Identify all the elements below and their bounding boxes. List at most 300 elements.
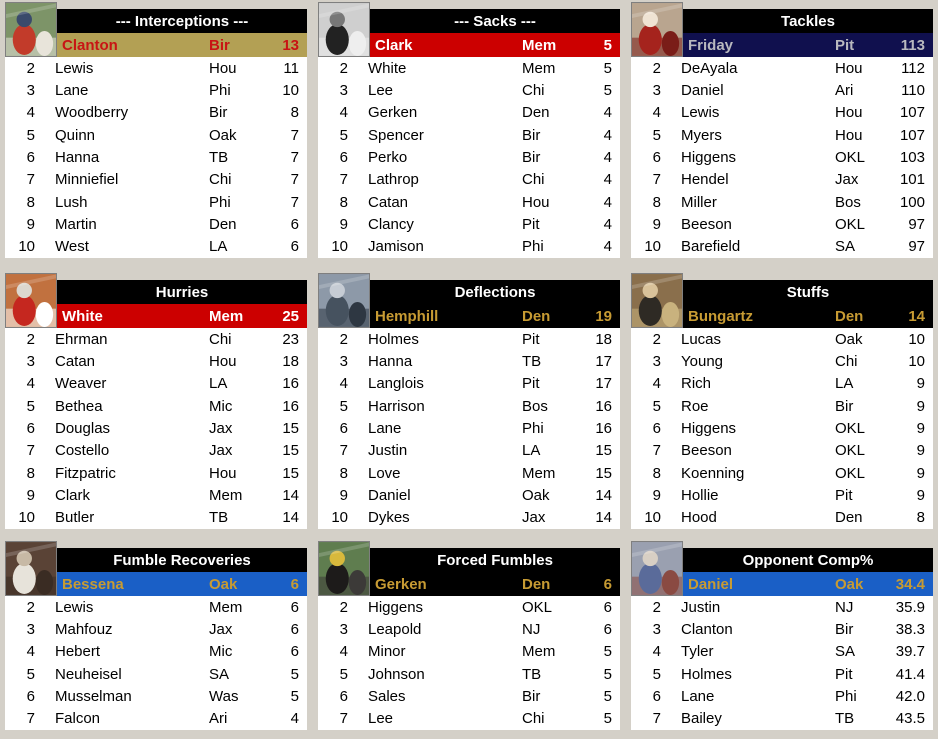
rank-number: 4 (26, 643, 35, 661)
stat-value: 4 (603, 238, 612, 256)
table-row (631, 213, 933, 235)
rank-number: 8 (26, 193, 35, 211)
team-abbr: Chi (835, 353, 858, 371)
stat-value: 103 (899, 149, 925, 167)
table-row (318, 328, 620, 350)
table-row (5, 596, 307, 618)
stat-value: 10 (282, 82, 299, 100)
table-row (318, 507, 620, 529)
stat-value: 4 (603, 104, 612, 122)
table-row (318, 440, 620, 462)
team-abbr: Mem (522, 59, 556, 77)
table-row (5, 618, 307, 640)
player-name: Weaver (55, 375, 107, 393)
table-row (5, 641, 307, 663)
panel-header (370, 548, 620, 572)
player-name: Young (681, 353, 723, 371)
rank-number: 4 (339, 104, 348, 122)
rank-number: 5 (26, 397, 35, 415)
player-name: Mahfouz (55, 621, 113, 639)
stat-value: 5 (603, 59, 612, 77)
team-abbr: Hou (209, 353, 237, 371)
player-name: Dykes (368, 509, 410, 527)
table-row (631, 102, 933, 124)
player-name: Higgens (368, 598, 424, 616)
team-abbr: Pit (522, 216, 540, 234)
team-abbr: Mem (522, 36, 557, 54)
table-row (631, 507, 933, 529)
rank-number: 7 (26, 171, 35, 189)
leader-row (370, 33, 620, 57)
player-name: Koenning (681, 464, 745, 482)
team-abbr: Pit (522, 330, 540, 348)
table-row (318, 57, 620, 79)
rank-number: 10 (18, 509, 35, 527)
stat-value: 18 (282, 353, 299, 371)
team-abbr: Oak (522, 487, 550, 505)
player-photo (631, 541, 683, 596)
player-name: Clark (55, 487, 91, 505)
team-abbr: Mem (209, 598, 243, 616)
table-row (5, 236, 307, 258)
stat-value: 107 (899, 104, 925, 122)
player-name: Jamison (368, 238, 424, 256)
table-row (318, 395, 620, 417)
team-abbr: Chi (522, 82, 545, 100)
table-row (318, 350, 620, 372)
player-name: Bailey (681, 710, 722, 728)
player-name: Higgens (681, 420, 737, 438)
stat-value: 11 (283, 59, 299, 77)
player-name: Gerken (368, 104, 418, 122)
team-abbr: Bir (835, 621, 854, 639)
team-abbr: Mic (209, 643, 233, 661)
player-name: Beeson (681, 216, 732, 234)
stat-value: 5 (603, 665, 612, 683)
player-name: White (62, 307, 103, 325)
rank-number: 7 (652, 171, 661, 189)
player-name: Gerken (375, 575, 427, 593)
rank-number: 6 (652, 420, 661, 438)
stat-value: 7 (290, 149, 299, 167)
stat-value: 41.4 (895, 665, 925, 683)
player-name: Lee (368, 710, 394, 728)
table-row (631, 169, 933, 191)
rank-number: 8 (652, 464, 661, 482)
leader-row (57, 572, 307, 596)
stat-value: 14 (595, 509, 612, 527)
stat-value: 6 (603, 621, 612, 639)
table-row (5, 350, 307, 372)
rank-number: 8 (652, 193, 661, 211)
team-abbr: Chi (522, 710, 545, 728)
team-abbr: Bir (209, 104, 228, 122)
player-name: Hollie (681, 487, 719, 505)
team-abbr: TB (522, 665, 542, 683)
team-abbr: TB (209, 509, 229, 527)
stat-value: 97 (908, 238, 925, 256)
player-name: Hebert (55, 643, 101, 661)
panel-title: Forced Fumbles (437, 551, 553, 569)
table-row (5, 708, 307, 730)
player-name: Spencer (368, 126, 424, 144)
stat-value: 42.0 (895, 688, 925, 706)
player-name: Clark (375, 36, 413, 54)
leader-row (370, 572, 620, 596)
player-name: Friday (688, 36, 734, 54)
stat-value: 13 (282, 36, 299, 54)
stat-value: 9 (916, 487, 925, 505)
team-abbr: Pit (835, 665, 853, 683)
stat-value: 6 (290, 598, 299, 616)
team-abbr: Mic (209, 397, 233, 415)
panel-title: Hurries (155, 283, 209, 301)
rank-number: 10 (644, 509, 661, 527)
rank-number: 5 (26, 665, 35, 683)
table-row (5, 395, 307, 417)
rank-number: 4 (652, 643, 661, 661)
rank-number: 6 (652, 688, 661, 706)
team-abbr: Bos (835, 193, 861, 211)
team-abbr: Phi (209, 193, 231, 211)
team-abbr: Bir (835, 397, 854, 415)
team-abbr: SA (835, 238, 856, 256)
stat-value: 18 (595, 330, 612, 348)
stat-value: 113 (900, 36, 925, 54)
team-abbr: Mem (522, 464, 556, 482)
rank-number: 2 (26, 59, 35, 77)
player-photo (318, 541, 370, 596)
team-abbr: Den (835, 509, 863, 527)
rank-number: 9 (652, 216, 661, 234)
player-photo (5, 2, 57, 57)
table-row (5, 191, 307, 213)
rank-number: 7 (339, 442, 348, 460)
team-abbr: NJ (522, 621, 541, 639)
player-photo (5, 273, 57, 328)
stat-value: 4 (290, 710, 299, 728)
panel-header (370, 9, 620, 33)
stat-value: 6 (290, 643, 299, 661)
rank-number: 10 (644, 238, 661, 256)
table-row (318, 102, 620, 124)
rank-number: 3 (652, 353, 661, 371)
rank-number: 3 (26, 353, 35, 371)
ranking-list (318, 596, 620, 730)
ranking-list (318, 328, 620, 529)
table-row (318, 596, 620, 618)
stat-value: 6 (603, 575, 612, 593)
table-row (631, 440, 933, 462)
rank-number: 7 (339, 171, 348, 189)
table-row (318, 685, 620, 707)
table-row (318, 462, 620, 484)
rank-number: 6 (339, 149, 348, 167)
player-name: Lane (55, 82, 89, 100)
table-row (631, 484, 933, 506)
ranking-list (318, 57, 620, 258)
stat-value: 101 (899, 171, 925, 189)
table-row (631, 350, 933, 372)
team-abbr: NJ (835, 598, 854, 616)
rank-number: 4 (26, 104, 35, 122)
team-abbr: Bir (522, 688, 541, 706)
player-name: Bethea (55, 397, 103, 415)
rank-number: 6 (26, 420, 35, 438)
table-row (631, 641, 933, 663)
stat-value: 6 (290, 621, 299, 639)
player-name: Harrison (368, 397, 425, 415)
rank-number: 3 (339, 82, 348, 100)
team-abbr: Phi (209, 82, 231, 100)
stat-value: 39.7 (895, 643, 925, 661)
rank-number: 6 (26, 688, 35, 706)
table-row (631, 373, 933, 395)
player-name: DeAyala (681, 59, 738, 77)
table-row (631, 663, 933, 685)
player-photo (318, 2, 370, 57)
team-abbr: Den (835, 307, 864, 325)
team-abbr: LA (209, 375, 228, 393)
rank-number: 9 (26, 216, 35, 234)
stat-value: 8 (916, 509, 925, 527)
team-abbr: Phi (522, 420, 544, 438)
ranking-list (631, 57, 933, 258)
table-row (631, 596, 933, 618)
team-abbr: SA (209, 665, 230, 683)
team-abbr: OKL (835, 149, 866, 167)
stat-value: 10 (908, 330, 925, 348)
table-row (5, 57, 307, 79)
team-abbr: TB (835, 710, 855, 728)
team-abbr: Hou (835, 126, 863, 144)
table-row (631, 236, 933, 258)
ranking-list (5, 57, 307, 258)
stat-value: 7 (290, 126, 299, 144)
rank-number: 6 (652, 149, 661, 167)
rank-number: 3 (652, 621, 661, 639)
rank-number: 7 (26, 442, 35, 460)
leader-row (683, 33, 933, 57)
stat-value: 5 (290, 665, 299, 683)
table-row (631, 57, 933, 79)
team-abbr: Den (522, 575, 551, 593)
player-name: Lewis (681, 104, 720, 122)
rank-number: 5 (652, 397, 661, 415)
stat-value: 5 (603, 710, 612, 728)
team-abbr: Jax (209, 442, 233, 460)
table-row (318, 641, 620, 663)
player-name: Lush (55, 193, 88, 211)
rank-number: 7 (26, 710, 35, 728)
team-abbr: LA (835, 375, 854, 393)
team-abbr: OKL (835, 442, 866, 460)
player-name: Daniel (368, 487, 411, 505)
rank-number: 4 (26, 375, 35, 393)
player-name: Bungartz (688, 307, 753, 325)
stat-value: 6 (290, 238, 299, 256)
player-photo (631, 273, 683, 328)
table-row (631, 191, 933, 213)
team-abbr: OKL (835, 216, 866, 234)
table-row (318, 213, 620, 235)
stat-value: 6 (603, 598, 612, 616)
rank-number: 5 (26, 126, 35, 144)
stat-value: 9 (916, 420, 925, 438)
team-abbr: Was (209, 688, 239, 706)
stat-value: 5 (290, 688, 299, 706)
stat-value: 107 (899, 126, 925, 144)
table-row (631, 146, 933, 168)
stat-value: 17 (595, 375, 612, 393)
team-abbr: OKL (522, 598, 553, 616)
table-row (5, 213, 307, 235)
table-row (5, 484, 307, 506)
table-row (318, 663, 620, 685)
team-abbr: Bos (522, 397, 548, 415)
rank-number: 5 (339, 126, 348, 144)
table-row (5, 328, 307, 350)
player-name: Quinn (55, 126, 96, 144)
player-name: Perko (368, 149, 408, 167)
table-row (631, 395, 933, 417)
table-row (5, 373, 307, 395)
rank-number: 6 (339, 420, 348, 438)
leader-row (57, 33, 307, 57)
player-name: Hendel (681, 171, 729, 189)
stat-value: 5 (603, 643, 612, 661)
player-name: Ehrman (55, 330, 108, 348)
table-row (5, 507, 307, 529)
player-name: Sales (368, 688, 406, 706)
table-row (631, 462, 933, 484)
player-photo (631, 2, 683, 57)
player-name: Hemphill (375, 307, 439, 325)
panel-title: --- Interceptions --- (115, 12, 249, 30)
stat-value: 15 (282, 442, 299, 460)
player-name: Musselman (55, 688, 132, 706)
stat-value: 112 (901, 59, 925, 77)
player-name: Catan (55, 353, 96, 371)
stat-value: 17 (595, 353, 612, 371)
table-row (318, 79, 620, 101)
stat-value: 15 (282, 464, 299, 482)
team-abbr: Chi (522, 171, 545, 189)
rank-number: 4 (339, 375, 348, 393)
leader-row (683, 304, 933, 328)
rank-number: 8 (26, 464, 35, 482)
stat-value: 110 (901, 82, 925, 100)
team-abbr: Jax (522, 509, 546, 527)
stat-value: 7 (290, 171, 299, 189)
ranking-list (5, 596, 307, 730)
stat-value: 100 (899, 193, 925, 211)
team-abbr: Bir (209, 36, 230, 54)
rank-number: 5 (339, 665, 348, 683)
player-name: Lane (368, 420, 402, 438)
rank-number: 8 (339, 464, 348, 482)
team-abbr: SA (835, 643, 856, 661)
table-row (318, 169, 620, 191)
stat-value: 9 (916, 442, 925, 460)
player-name: Butler (55, 509, 95, 527)
stat-value: 5 (603, 82, 612, 100)
player-photo (318, 273, 370, 328)
player-name: Douglas (55, 420, 111, 438)
stat-value: 9 (916, 375, 925, 393)
player-name: Holmes (368, 330, 419, 348)
rank-number: 5 (652, 665, 661, 683)
rank-number: 9 (339, 487, 348, 505)
rank-number: 5 (339, 397, 348, 415)
stat-value: 23 (282, 330, 299, 348)
team-abbr: Hou (209, 59, 237, 77)
team-abbr: Bir (522, 126, 541, 144)
rank-number: 10 (331, 509, 348, 527)
player-name: Leapold (368, 621, 422, 639)
rank-number: 3 (26, 82, 35, 100)
player-name: Johnson (368, 665, 425, 683)
stat-value: 16 (595, 420, 612, 438)
team-abbr: Den (522, 307, 551, 325)
panel-title: Tackles (781, 12, 835, 30)
player-name: Barefield (681, 238, 741, 256)
team-abbr: Bir (522, 149, 541, 167)
stat-value: 35.9 (895, 598, 925, 616)
stat-value: 5 (603, 36, 612, 54)
table-row (5, 685, 307, 707)
rank-number: 6 (339, 688, 348, 706)
player-name: Langlois (368, 375, 424, 393)
table-row (318, 417, 620, 439)
stat-value: 8 (290, 104, 299, 122)
stat-value: 15 (595, 464, 612, 482)
table-row (631, 685, 933, 707)
rank-number: 5 (652, 126, 661, 144)
player-name: Lee (368, 82, 394, 100)
stat-value: 14 (908, 307, 925, 325)
table-row (631, 708, 933, 730)
team-abbr: Pit (835, 487, 853, 505)
rank-number: 7 (652, 442, 661, 460)
team-abbr: Jax (209, 420, 233, 438)
rank-number: 9 (26, 487, 35, 505)
rank-number: 9 (339, 216, 348, 234)
team-abbr: Oak (835, 330, 863, 348)
player-name: Costello (55, 442, 110, 460)
team-abbr: TB (522, 353, 542, 371)
team-abbr: OKL (835, 464, 866, 482)
player-name: Lane (681, 688, 715, 706)
leader-row (370, 304, 620, 328)
ranking-list (631, 328, 933, 529)
rank-number: 2 (652, 330, 661, 348)
ranking-list (631, 596, 933, 730)
stat-value: 9 (916, 464, 925, 482)
player-name: Myers (681, 126, 722, 144)
stat-value: 4 (603, 193, 612, 211)
table-row (318, 708, 620, 730)
player-name: Holmes (681, 665, 732, 683)
table-row (5, 169, 307, 191)
rank-number: 10 (331, 238, 348, 256)
player-name: Love (368, 464, 401, 482)
panel-title: Fumble Recoveries (113, 551, 251, 569)
rank-number: 6 (26, 149, 35, 167)
team-abbr: Chi (209, 171, 232, 189)
team-abbr: Oak (209, 126, 237, 144)
player-photo (5, 541, 57, 596)
